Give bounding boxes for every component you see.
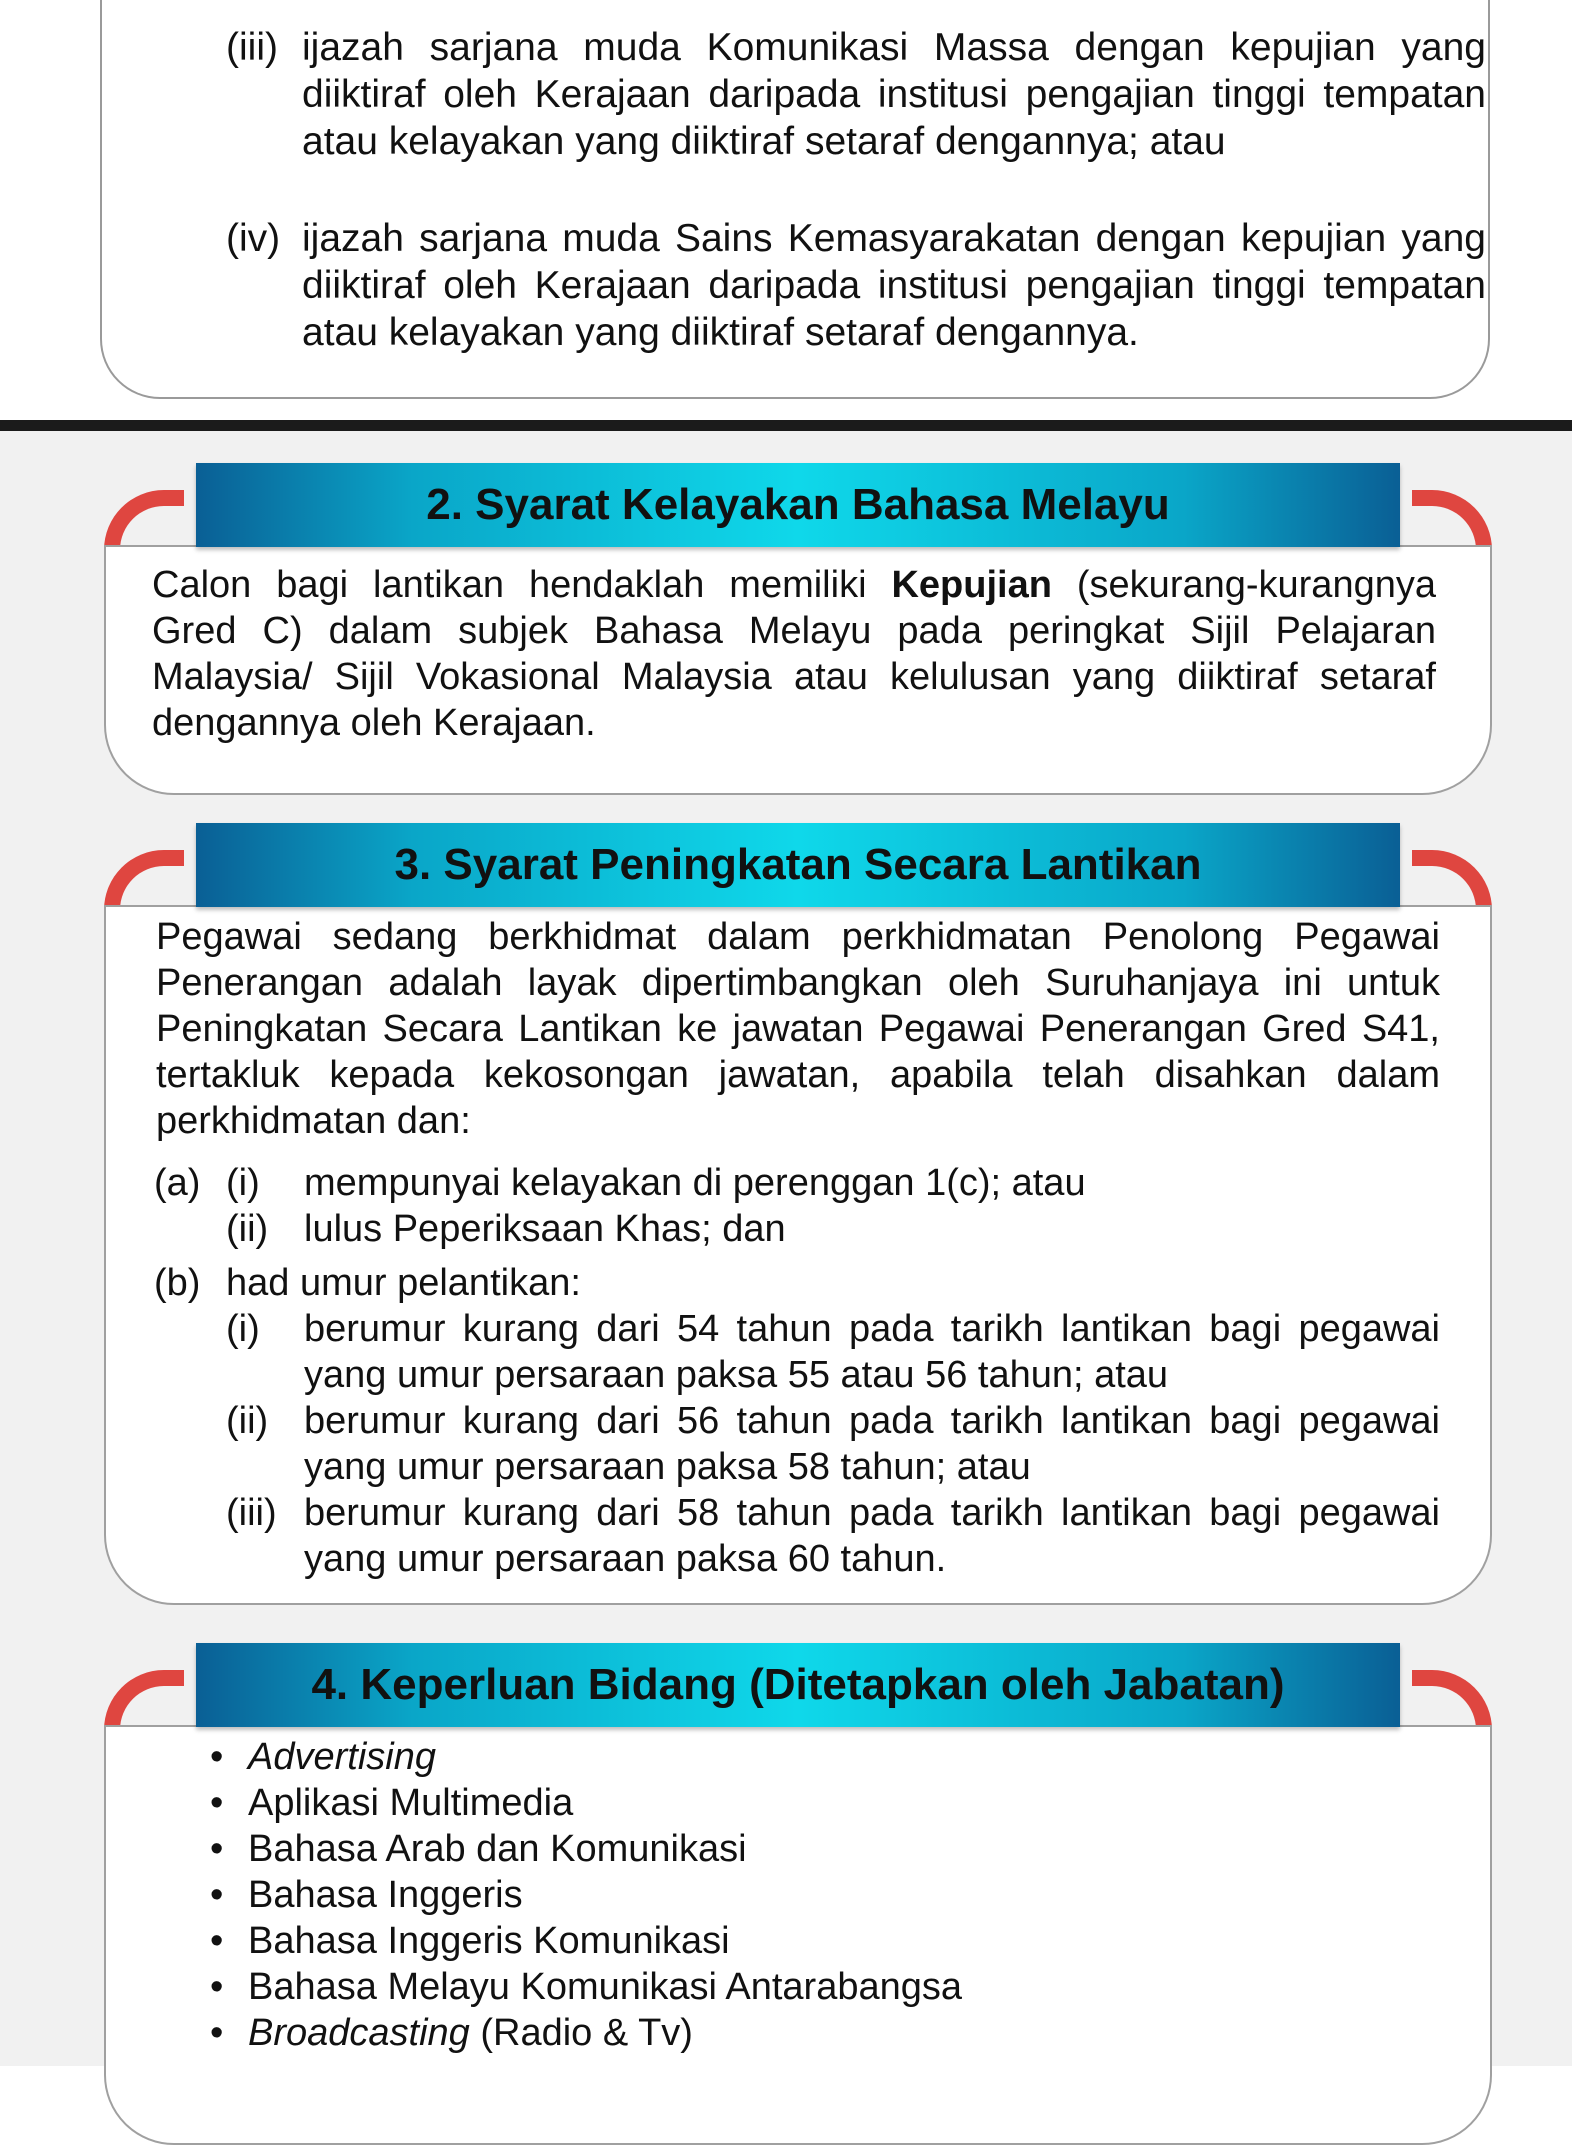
- item-number: (iii): [226, 1492, 277, 1534]
- list-item: • Broadcasting (Radio & Tv): [210, 2012, 693, 2054]
- item-text: had umur pelantikan:: [226, 1262, 581, 1304]
- item-text: berumur kurang dari 58 tahun pada tarikh lantikan bagi pegawai yang umur persaraan paksa 60 tahun.: [304, 1492, 1440, 1580]
- item-text: mempunyai kelayakan di perenggan 1(c); atau: [304, 1162, 1086, 1204]
- list-item: [154, 1490, 1440, 1582]
- body-text-start: Calon bagi lantikan hendaklah memiliki: [152, 564, 892, 606]
- section-title: 2. Syarat Kelayakan Bahasa Melayu: [196, 463, 1400, 547]
- body-text-end: (sekurang-kurangnya Gred C) dalam subjek Bahasa Melayu pada peringkat Sijil Pelajaran Malaysia/ Sijil Vokasional Malaysia atau kelulusan yang diiktiraf setaraf dengannya oleh Kerajaan.: [152, 564, 1436, 744]
- list-item: • Advertising: [210, 1736, 436, 1778]
- list-item: • Aplikasi Multimedia: [210, 1782, 574, 1824]
- list-item: • Bahasa Inggeris Komunikasi: [210, 1920, 730, 1962]
- section-bahasa-melayu: [104, 460, 1492, 795]
- item-number: (iii): [226, 26, 278, 69]
- item-text: ijazah sarjana muda Komunikasi Massa dengan kepujian yang diiktiraf oleh Kerajaan daripada institusi pengajian tinggi tempatan atau kelayakan yang diiktiraf setaraf dengannya; atau: [302, 26, 1486, 163]
- list-item: • Bahasa Melayu Komunikasi Antarabangsa: [210, 1966, 963, 2008]
- list-item: [154, 1306, 1440, 1398]
- section-title: 4. Keperluan Bidang (Ditetapkan oleh Jabatan): [196, 1643, 1400, 1727]
- list-item: [226, 24, 1486, 165]
- item-text: berumur kurang dari 54 tahun pada tarikh lantikan bagi pegawai yang umur persaraan paksa 55 atau 56 tahun; atau: [304, 1308, 1440, 1396]
- item-number: (ii): [226, 1400, 269, 1442]
- bullet-icon: •: [210, 1736, 224, 1778]
- list-item: • Bahasa Inggeris: [210, 1874, 523, 1916]
- item-text: lulus Peperiksaan Khas; dan: [304, 1208, 786, 1250]
- section-peningkatan-lantikan: [104, 820, 1492, 1610]
- bullet-icon: •: [210, 1966, 224, 2008]
- qualification-list: [226, 24, 1486, 356]
- section-title: 3. Syarat Peningkatan Secara Lantikan: [196, 823, 1400, 907]
- list-item: [154, 1160, 1440, 1206]
- item-label: (a): [154, 1162, 201, 1204]
- section-intro: Pegawai sedang berkhidmat dalam perkhidmatan Penolong Pegawai Penerangan adalah layak dipertimbangkan oleh Suruhanjaya ini untuk Peningkatan Secara Lantikan ke jawatan Pegawai Penerangan Gred S41, tertakluk kepada kekosongan jawatan, apabila telah disahkan dalam perkhidmatan dan:: [156, 916, 1440, 1142]
- section-body: [152, 562, 1436, 746]
- bullet-icon: •: [210, 1920, 224, 1962]
- page-divider: [0, 420, 1572, 431]
- bullet-icon: •: [210, 1782, 224, 1824]
- condition-list: [154, 1160, 1440, 1582]
- list-item: • Bahasa Arab dan Komunikasi: [210, 1828, 747, 1870]
- field-list: [210, 1734, 962, 2056]
- item-text: berumur kurang dari 56 tahun pada tarikh lantikan bagi pegawai yang umur persaraan paksa 58 tahun; atau: [304, 1400, 1440, 1488]
- item-number: (ii): [226, 1208, 269, 1250]
- item-number: (iv): [226, 217, 281, 260]
- bullet-icon: •: [210, 1874, 224, 1916]
- list-item: [226, 215, 1486, 356]
- body-text-bold: Kepujian: [891, 564, 1052, 606]
- list-item: [154, 1398, 1440, 1490]
- item-number: (i): [226, 1308, 260, 1350]
- bullet-icon: •: [210, 1828, 224, 1870]
- item-number: (i): [226, 1162, 260, 1204]
- list-item: [154, 1260, 1440, 1306]
- list-item: [154, 1206, 1440, 1252]
- bullet-icon: •: [210, 2012, 224, 2054]
- item-text: ijazah sarjana muda Sains Kemasyarakatan dengan kepujian yang diiktiraf oleh Kerajaan daripada institusi pengajian tinggi tempatan atau kelayakan yang diiktiraf setaraf dengannya.: [302, 217, 1486, 354]
- item-label: (b): [154, 1262, 201, 1304]
